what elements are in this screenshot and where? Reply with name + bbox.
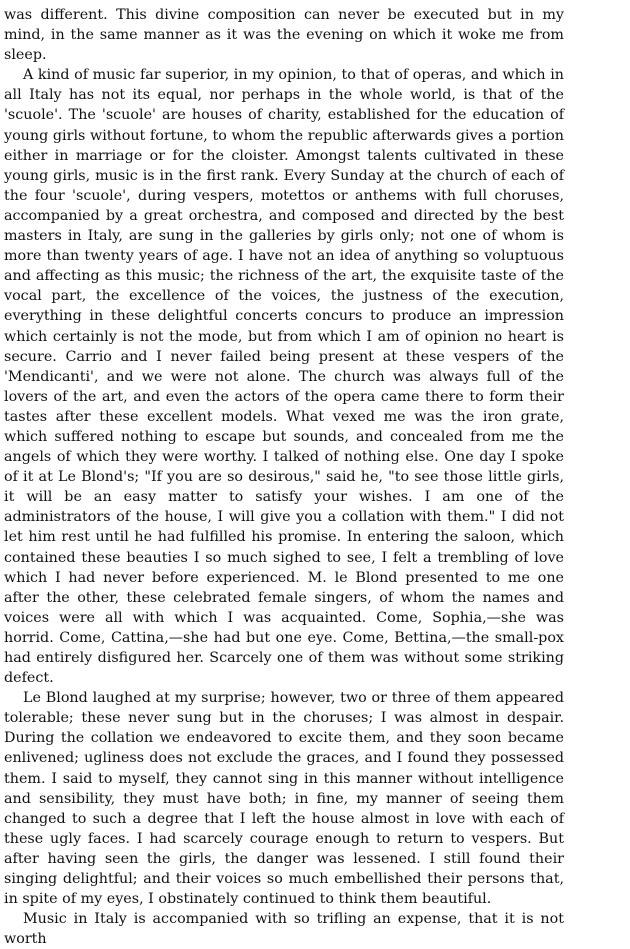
paragraph-continued: was different. This divine composition can never be executed but in my mind, in the same manner as it was the evening on which it woke me from sleep. bbox=[4, 7, 564, 64]
paragraph-scuole: A kind of music far superior, in my opinion, to that of operas, and which in all Italy has not its equal, nor perhaps in the whole world, is that of the 'scuole'. The 'scuole' are houses of charity, established for the education of young girls without fortune, to whom the republic afterwards gives a portion either in marriage or for the cloister. Amongst talents cultivated in these young girls, music is in the first rank. Every Sunday at the church of each of the four 'scuole', during vespers, motettos or anthems with full choruses, accompanied by a great orchestra, and composed and directed by the best masters in Italy, are sung in the galleries by girls only; not one of whom is more than twenty years of age. I have not an idea of anything so voluptuous and affecting as this music; the richness of the art, the exquisite taste of the vocal part, the excellence of the voices, the justness of the execution, everything in these delightful concerts concurs to produce an impression which certainly is not the mode, but from which I am of opinion no heart is secure. Carrio and I never failed being present at these vespers of the 'Mendicanti', and we were not alone. The church was always full of the lovers of the art, and even the actors of the opera came there to form their tastes after these excellent models. What vexed me was the iron grate, which suffered nothing to escape but sounds, and concealed from me the angels of which they were worthy. I talked of nothing else. One day I spoke of it at Le Blond's; "If you are so desirous," said he, "to see those little girls, it will be an easy matter to satisfy your wishes. I am one of the administrators of the house, I will give you a collation with them." I did not let him rest until he had fulfilled his promise. In entering the saloon, which contained these beauties I so much sighed to see, I felt a trembling of love which I had never before experienced. M. le Blond presented to me one after the other, these celebrated female singers, of whom the names and voices were all with which I was acquainted. Come, Sophia,—she was horrid. Come, Cattina,—she had but one eye. Come, Bettina,—the small-pox had entirely disfigured her. Scarcely one of them was without some striking defect. bbox=[4, 67, 564, 687]
paragraph-music-expense: Music in Italy is accompanied with so trifling an expense, that it is not worth bbox=[4, 911, 564, 948]
page-text bbox=[4, 5, 564, 949]
paragraph-le-blond: Le Blond laughed at my surprise; however, two or three of them appeared tolerable; these never sung but in the choruses; I was almost in despair. During the collation we endeavored to excite them, and they soon became enlivened; ugliness does not exclude the graces, and I found they possessed them. I said to myself, they cannot sing in this manner without intelligence and sensibility, they must have both; in fine, my manner of seeing them changed to such a degree that I left the house almost in love with each of these ugly faces. I had scarcely courage enough to return to vespers. But after having seen the girls, the danger was lessened. I still found their singing delightful; and their voices so much embellished their persons that, in spite of my eyes, I obstinately continued to think them beautiful. bbox=[4, 690, 564, 908]
